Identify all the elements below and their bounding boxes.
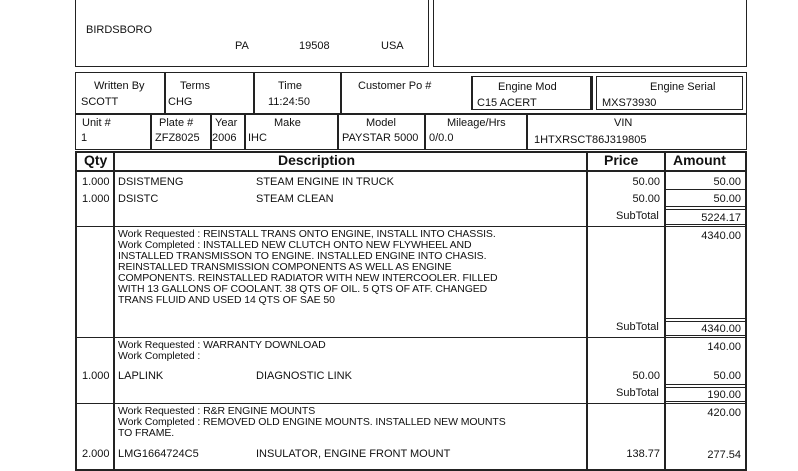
line-3-desc: DIAGNOSTIC LINK xyxy=(256,370,352,382)
job-1-line-5: COMPONENTS. REINSTALLED RADIATOR WITH NEW INTERCOOLER. FILLED xyxy=(118,272,498,284)
line-4-code: LMG1664724C5 xyxy=(118,448,199,460)
line-3-qty: 1.000 xyxy=(82,370,110,382)
line-1-desc: STEAM ENGINE IN TRUCK xyxy=(256,176,394,188)
line-3-price: 50.00 xyxy=(632,370,660,382)
written-by-value: SCOTT xyxy=(81,96,119,108)
model-value: PAYSTAR 5000 xyxy=(342,132,419,144)
subtotal-3-amount: 190.00 xyxy=(707,389,741,401)
line-2-price: 50.00 xyxy=(632,193,660,205)
line-3-amount: 50.00 xyxy=(713,370,741,382)
line-1-qty: 1.000 xyxy=(82,176,110,188)
line-4-desc: INSULATOR, ENGINE FRONT MOUNT xyxy=(256,448,451,460)
line-1-price: 50.00 xyxy=(632,176,660,188)
engine-serial-value: MXS73930 xyxy=(602,97,657,109)
vin-value: 1HTXRSCT86J319805 xyxy=(534,134,647,146)
description-header: Description xyxy=(278,152,356,168)
written-by-header: Written By xyxy=(94,80,145,92)
line-4-qty: 2.000 xyxy=(82,448,110,460)
time-header: Time xyxy=(278,80,303,92)
plate-value: ZFZ8025 xyxy=(155,132,200,144)
job-3-line-3: TO FRAME. xyxy=(118,427,175,439)
job-1-line-4: REINSTALLED TRANSMISSION COMPONENTS AS WELL AS ENGINE xyxy=(118,261,452,273)
unit-header: Unit # xyxy=(82,117,111,129)
line-1-code: DSISTMENG xyxy=(118,176,184,188)
address-state: PA xyxy=(235,40,249,52)
subtotal-1-amount: 5224.17 xyxy=(701,212,741,224)
price-header: Price xyxy=(604,152,639,168)
job-1-line-1: Work Requested : REINSTALL TRANS ONTO ENGINE, INSTALL INTO CHASSIS. xyxy=(118,228,496,240)
line-4-amount: 277.54 xyxy=(707,449,741,461)
mileage-header: Mileage/Hrs xyxy=(447,117,506,129)
job-3-amount: 420.00 xyxy=(707,407,741,419)
line-2-qty: 1.000 xyxy=(82,193,110,205)
engine-mod-value: C15 ACERT xyxy=(477,97,537,109)
subtotal-3-label: SubTotal xyxy=(616,387,659,399)
line-1-amount: 50.00 xyxy=(713,176,741,188)
line-2-code: DSISTC xyxy=(118,193,159,205)
engine-serial-header: Engine Serial xyxy=(650,81,716,93)
address-city: BIRDSBORO xyxy=(86,24,153,36)
terms-value: CHG xyxy=(168,96,193,108)
subtotal-1-label: SubTotal xyxy=(616,210,659,222)
job-2-requested: Work Requested : WARRANTY DOWNLOAD xyxy=(118,339,326,351)
job-3-line-1: Work Requested : R&R ENGINE MOUNTS xyxy=(118,405,316,417)
year-value: 2006 xyxy=(212,132,237,144)
vin-header: VIN xyxy=(614,117,633,129)
year-header: Year xyxy=(215,117,238,129)
job-1-line-7: TRANS FLUID AND USED 14 QTS OF SAE 50 xyxy=(118,294,335,306)
subtotal-2-amount: 4340.00 xyxy=(701,323,741,335)
right-header-box xyxy=(433,0,747,67)
job-2-completed: Work Completed : xyxy=(118,350,201,362)
job-1-amount: 4340.00 xyxy=(701,230,741,242)
plate-header: Plate # xyxy=(159,117,194,129)
engine-mod-header: Engine Mod xyxy=(498,81,557,93)
mileage-value: 0/0.0 xyxy=(429,132,454,144)
unit-value: 1 xyxy=(81,132,88,144)
line-2-desc: STEAM CLEAN xyxy=(256,193,334,205)
amount-header: Amount xyxy=(673,152,726,168)
address-zip: 19508 xyxy=(299,40,330,52)
line-3-code: LAPLINK xyxy=(118,370,164,382)
terms-header: Terms xyxy=(180,80,210,92)
job-1-line-2: Work Completed : INSTALLED NEW CLUTCH ONTO NEW FLYWHEEL AND xyxy=(118,239,472,251)
line-4-price: 138.77 xyxy=(626,448,660,460)
job-3-line-2: Work Completed : REMOVED OLD ENGINE MOUNTS. INSTALLED NEW MOUNTS xyxy=(118,416,506,428)
address-country: USA xyxy=(381,40,404,52)
job-1-line-6: WITH 13 GALLONS OF COOLANT. 38 QTS OF OIL. 5 QTS OF ATF. CHANGED xyxy=(118,283,488,295)
time-value: 11:24:50 xyxy=(268,96,311,108)
customer-po-header: Customer Po # xyxy=(358,80,432,92)
job-1-line-3: INSTALLED TRANSMISSON TO ENGINE. INSTALLED ENGINE INTO CHASIS. xyxy=(118,250,487,262)
subtotal-2-label: SubTotal xyxy=(616,321,659,333)
make-value: IHC xyxy=(248,132,267,144)
job-2-amount: 140.00 xyxy=(707,341,741,353)
model-header: Model xyxy=(366,117,396,129)
qty-header: Qty xyxy=(84,152,108,168)
line-2-amount: 50.00 xyxy=(713,193,741,205)
make-header: Make xyxy=(274,117,301,129)
